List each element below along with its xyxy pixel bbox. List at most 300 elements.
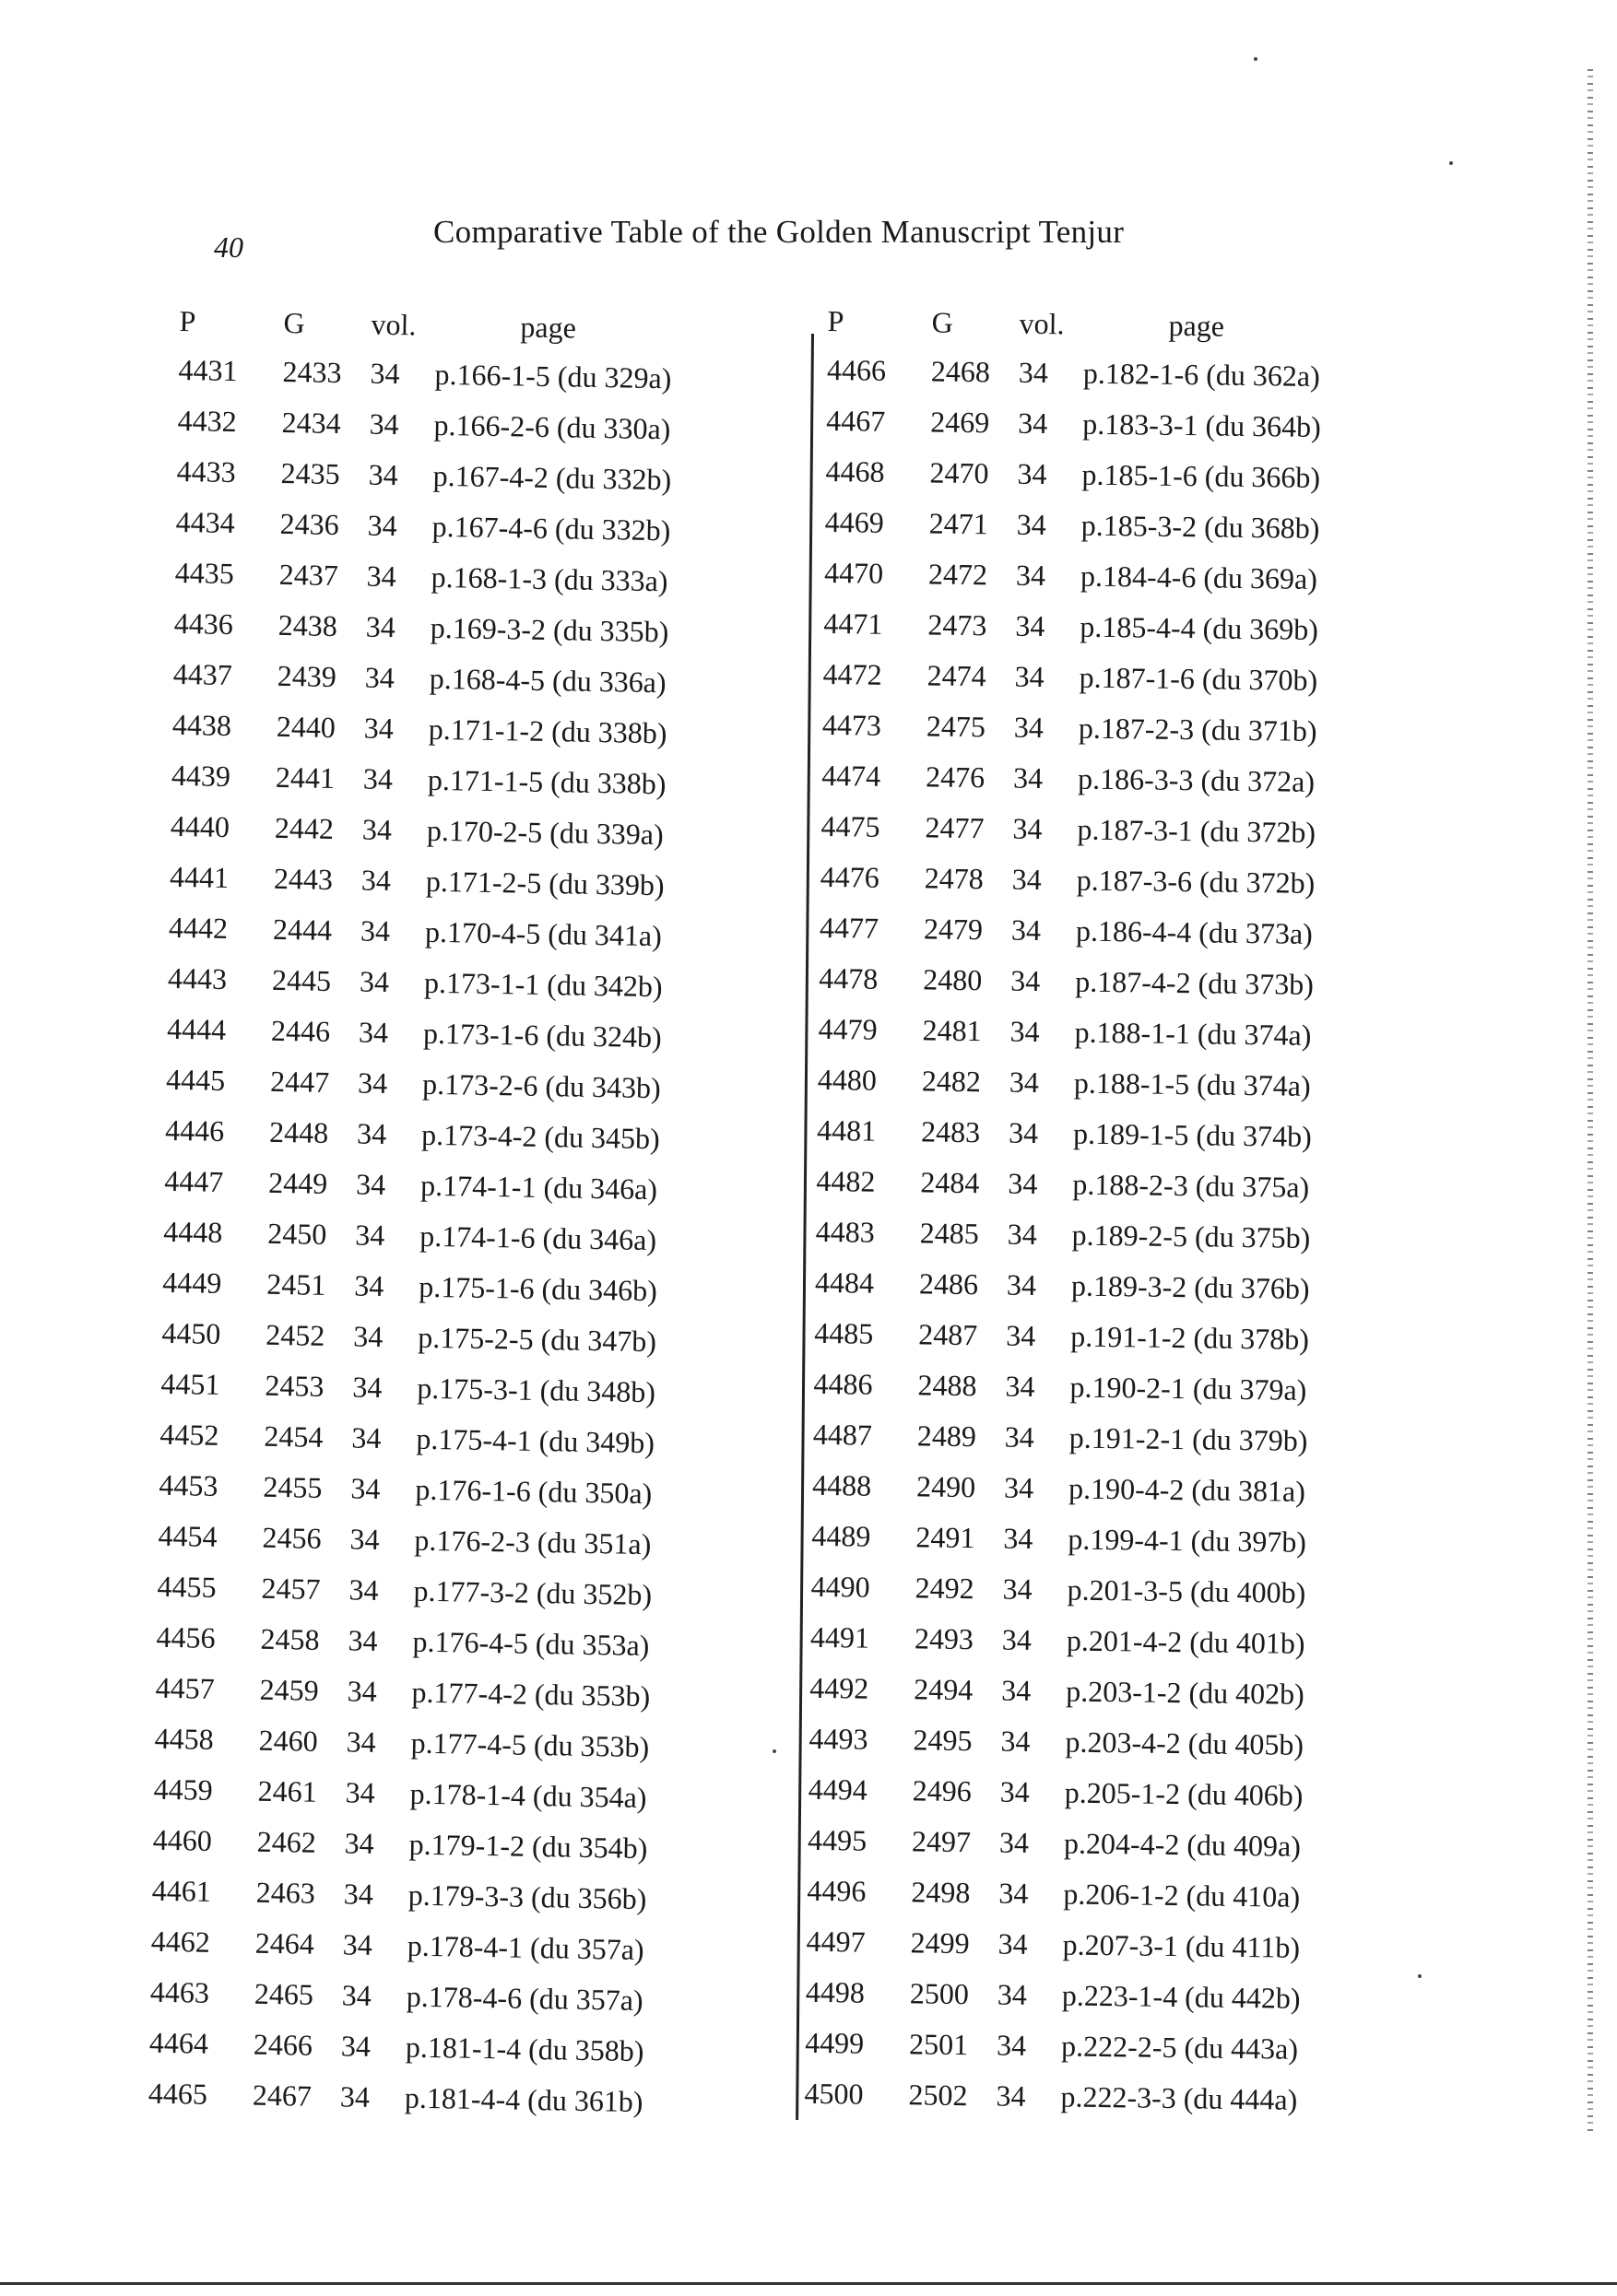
cell-p: 4440	[170, 808, 230, 844]
cell-vol: 34	[356, 1116, 387, 1151]
cell-g: 2442	[274, 810, 335, 845]
cell-page: p.201-3-5 (du 400b)	[1067, 1572, 1306, 1609]
cell-g: 2444	[272, 912, 333, 947]
cell-g: 2502	[908, 2078, 968, 2113]
cell-page: p.185-3-2 (du 368b)	[1080, 508, 1320, 546]
cell-page: p.191-1-2 (du 378b)	[1070, 1319, 1310, 1356]
cell-p: 4438	[171, 707, 232, 743]
cell-g: 2452	[266, 1317, 325, 1352]
cell-page: p.177-3-2 (du 352b)	[413, 1573, 653, 1612]
cell-vol: 34	[342, 1927, 373, 1961]
cell-page: p.187-4-2 (du 373b)	[1075, 964, 1315, 1001]
cell-p: 4468	[825, 453, 885, 489]
cell-p: 4436	[173, 606, 234, 642]
table-row	[822, 700, 1411, 758]
cell-p: 4451	[160, 1366, 220, 1401]
cell-p: 4459	[153, 1772, 214, 1807]
cell-g: 2462	[256, 1824, 317, 1859]
table-row	[813, 1359, 1402, 1417]
cell-vol: 34	[1009, 1014, 1040, 1049]
table-row	[816, 1156, 1405, 1214]
cell-p: 4498	[805, 1974, 866, 2009]
cell-p: 4475	[820, 808, 880, 843]
cell-page: p.185-4-4 (du 369b)	[1080, 609, 1319, 646]
cell-vol: 34	[1008, 1115, 1039, 1150]
cell-p: 4496	[807, 1873, 867, 1908]
cell-g: 2486	[918, 1266, 979, 1301]
cell-vol: 34	[354, 1218, 385, 1253]
cell-vol: 34	[340, 2029, 372, 2063]
cell-p: 4443	[167, 960, 228, 996]
cell-p: 4435	[174, 555, 235, 591]
cell-p: 4432	[177, 403, 237, 439]
cell-g: 2438	[277, 607, 338, 643]
cell-vol: 34	[1009, 1065, 1040, 1100]
header-p: P	[827, 303, 844, 337]
cell-p: 4439	[171, 758, 231, 794]
cell-vol: 34	[1014, 659, 1045, 694]
cell-g: 2468	[930, 354, 991, 389]
cell-p: 4471	[823, 606, 883, 641]
cell-page: p.177-4-2 (du 353b)	[411, 1675, 651, 1713]
table-row	[826, 395, 1415, 453]
cell-page: p.171-2-5 (du 339b)	[425, 864, 665, 902]
cell-g: 2456	[262, 1520, 322, 1555]
cell-vol: 34	[1005, 1369, 1035, 1404]
cell-vol: 34	[1000, 1724, 1031, 1759]
cell-page: p.175-4-1 (du 349b)	[416, 1421, 655, 1460]
cell-g: 2485	[919, 1216, 979, 1251]
cell-g: 2467	[252, 2078, 313, 2113]
table-row	[804, 2068, 1393, 2126]
cell-p: 4457	[155, 1670, 215, 1705]
cell-g: 2460	[258, 1723, 318, 1758]
cell-page: p.170-4-5 (du 341a)	[424, 914, 663, 953]
cell-page: p.183-3-1 (du 364b)	[1081, 406, 1322, 444]
cell-vol: 34	[1011, 862, 1042, 897]
cell-g: 2466	[253, 2027, 313, 2062]
table-row	[808, 1713, 1398, 1772]
table-row	[818, 1004, 1407, 1062]
cell-vol: 34	[1015, 558, 1046, 593]
cell-page: p.176-2-3 (du 351a)	[414, 1523, 652, 1561]
cell-page: p.185-1-6 (du 366b)	[1081, 457, 1321, 495]
cell-g: 2434	[281, 405, 341, 441]
cell-page: p.187-2-3 (du 371b)	[1078, 711, 1317, 748]
cell-p: 4453	[159, 1467, 218, 1502]
table-row	[820, 801, 1410, 859]
cell-page: p.206-1-2 (du 410a)	[1063, 1877, 1301, 1913]
cell-p: 4464	[148, 2025, 209, 2060]
cell-p: 4495	[807, 1822, 868, 1857]
cell-vol: 34	[1003, 1470, 1034, 1505]
cell-p: 4492	[809, 1670, 869, 1705]
cell-g: 2463	[255, 1875, 316, 1910]
cell-p: 4485	[814, 1315, 874, 1350]
cell-p: 4487	[812, 1417, 873, 1452]
cell-g: 2501	[908, 2027, 969, 2062]
cell-vol: 34	[1018, 355, 1049, 390]
table-row	[808, 1815, 1397, 1873]
table-row	[820, 852, 1409, 910]
cell-vol: 34	[369, 406, 399, 442]
scan-speck	[1254, 57, 1257, 61]
cell-g: 2495	[913, 1723, 973, 1758]
cell-p: 4466	[826, 352, 887, 387]
cell-page: p.190-2-1 (du 379a)	[1069, 1370, 1307, 1407]
cell-page: p.171-1-5 (du 338b)	[427, 762, 667, 801]
page-title: Comparative Table of the Golden Manuscript Tenjur	[433, 214, 1125, 250]
cell-page: p.175-2-5 (du 347b)	[418, 1320, 657, 1359]
table-row	[822, 649, 1411, 707]
table-row	[819, 953, 1408, 1011]
cell-p: 4484	[814, 1265, 875, 1300]
cell-g: 2493	[914, 1621, 974, 1656]
cell-vol: 34	[355, 1167, 386, 1202]
cell-vol: 34	[351, 1420, 382, 1454]
cell-page: p.176-4-5 (du 353a)	[412, 1624, 650, 1663]
cell-page: p.188-1-1 (du 374a)	[1074, 1015, 1312, 1052]
cell-vol: 34	[339, 2079, 371, 2113]
cell-p: 4490	[810, 1569, 870, 1604]
cell-g: 2446	[270, 1013, 331, 1048]
cell-g: 2490	[915, 1469, 976, 1504]
table-row	[818, 1054, 1407, 1113]
cell-p: 4469	[824, 504, 885, 539]
cell-vol: 34	[1006, 1318, 1036, 1353]
table-row	[823, 598, 1412, 656]
table-row	[814, 1308, 1403, 1366]
scan-speck	[1449, 161, 1453, 165]
cell-vol: 34	[345, 1775, 376, 1809]
cell-p: 4446	[164, 1113, 225, 1148]
cell-g: 2473	[927, 607, 987, 642]
cell-g: 2494	[914, 1672, 974, 1707]
cell-p: 4448	[162, 1214, 223, 1249]
cell-vol: 34	[997, 1926, 1028, 1960]
cell-page: p.182-1-6 (du 362a)	[1082, 356, 1320, 393]
cell-p: 4481	[816, 1113, 877, 1148]
cell-p: 4474	[820, 758, 881, 793]
cell-page: p.201-4-2 (du 401b)	[1066, 1623, 1305, 1660]
cell-p: 4450	[161, 1315, 221, 1350]
cell-p: 4472	[822, 656, 882, 691]
cell-g: 2478	[924, 861, 984, 896]
cell-p: 4455	[157, 1569, 217, 1604]
cell-page: p.179-3-3 (du 356b)	[407, 1878, 647, 1916]
cell-g: 2471	[928, 506, 989, 541]
left-table	[148, 297, 767, 2129]
cell-page: p.173-1-6 (du 324b)	[422, 1016, 663, 1054]
cell-g: 2498	[911, 1875, 971, 1910]
cell-p: 4463	[149, 1974, 210, 2009]
cell-page: p.190-4-2 (du 381a)	[1068, 1471, 1306, 1508]
cell-page: p.203-4-2 (du 405b)	[1065, 1725, 1304, 1761]
cell-page: p.167-4-6 (du 332b)	[431, 509, 671, 548]
cell-p: 4452	[159, 1417, 219, 1452]
cell-p: 4491	[809, 1619, 870, 1654]
cell-vol: 34	[353, 1268, 384, 1303]
cell-vol: 34	[1010, 963, 1041, 998]
cell-p: 4477	[819, 910, 879, 945]
cell-p: 4458	[154, 1721, 215, 1756]
cell-g: 2474	[927, 658, 986, 693]
header-vol: vol.	[371, 307, 417, 341]
cell-g: 2457	[261, 1571, 321, 1606]
cell-page: p.222-3-3 (du 444a)	[1060, 2079, 1298, 2116]
cell-vol: 34	[360, 913, 391, 948]
cell-p: 4483	[815, 1214, 875, 1249]
cell-p: 4479	[818, 1011, 878, 1046]
cell-g: 2450	[266, 1216, 327, 1251]
cell-p: 4454	[158, 1518, 218, 1553]
cell-vol: 34	[999, 1774, 1031, 1809]
cell-page: p.184-4-6 (du 369a)	[1080, 559, 1318, 595]
cell-vol: 34	[1007, 1217, 1037, 1252]
cell-page: p.178-4-1 (du 357a)	[407, 1928, 644, 1967]
cell-g: 2480	[923, 962, 983, 997]
cell-vol: 34	[363, 711, 395, 746]
cell-g: 2433	[282, 354, 342, 390]
cell-p: 4489	[811, 1518, 871, 1553]
cell-vol: 34	[1012, 760, 1044, 795]
cell-vol: 34	[996, 2028, 1027, 2062]
cell-page: p.189-1-5 (du 374b)	[1072, 1116, 1312, 1153]
cell-vol: 34	[349, 1522, 380, 1556]
cell-g: 2484	[920, 1165, 980, 1200]
cell-p: 4480	[817, 1062, 878, 1097]
cell-g: 2451	[266, 1266, 326, 1301]
cell-page: p.173-2-6 (du 343b)	[421, 1066, 662, 1105]
cell-vol: 34	[347, 1674, 377, 1708]
cell-vol: 34	[370, 356, 400, 391]
cell-p: 4456	[156, 1619, 216, 1654]
cell-page: p.168-1-3 (du 333a)	[431, 559, 668, 598]
cell-page: p.205-1-2 (du 406b)	[1064, 1775, 1304, 1812]
cell-p: 4482	[816, 1163, 876, 1198]
cell-p: 4493	[808, 1721, 868, 1756]
cell-page: p.175-3-1 (du 348b)	[417, 1371, 656, 1409]
table-row	[827, 345, 1416, 403]
cell-vol: 34	[352, 1370, 383, 1405]
cell-g: 2448	[268, 1114, 329, 1149]
cell-vol: 34	[367, 508, 398, 543]
cell-g: 2441	[275, 759, 336, 795]
cell-vol: 34	[357, 1066, 388, 1101]
cell-g: 2479	[923, 912, 984, 947]
scan-bottom-edge	[0, 2282, 1617, 2285]
table-row	[148, 2068, 737, 2129]
cell-vol: 34	[1002, 1572, 1033, 1607]
cell-g: 2482	[921, 1064, 982, 1099]
cell-vol: 34	[350, 1471, 381, 1505]
cell-p: 4465	[148, 2076, 208, 2111]
cell-page: p.170-2-5 (du 339a)	[426, 813, 665, 852]
table-row	[820, 902, 1409, 960]
cell-vol: 34	[1017, 456, 1047, 491]
cell-g: 2453	[265, 1368, 325, 1403]
cell-g: 2477	[925, 810, 985, 845]
cell-vol: 34	[1008, 1166, 1038, 1201]
cell-g: 2445	[271, 962, 332, 997]
cell-g: 2447	[269, 1064, 330, 1099]
cell-vol: 34	[358, 1015, 389, 1050]
cell-vol: 34	[348, 1572, 379, 1607]
table-row	[815, 1207, 1404, 1265]
cell-page: p.171-1-2 (du 338b)	[428, 712, 667, 750]
cell-vol: 34	[998, 1825, 1030, 1859]
cell-page: p.203-1-2 (du 402b)	[1065, 1674, 1305, 1711]
cell-g: 2437	[278, 557, 339, 593]
table-row	[811, 1511, 1400, 1569]
cell-page: p.175-1-6 (du 346b)	[418, 1269, 658, 1308]
header-g: G	[283, 305, 305, 339]
cell-vol: 34	[1016, 507, 1047, 542]
cell-vol: 34	[365, 609, 396, 644]
cell-p: 4467	[826, 403, 886, 438]
cell-page: p.189-2-5 (du 375b)	[1071, 1218, 1311, 1254]
cell-vol: 34	[996, 2078, 1026, 2113]
table-row	[812, 1409, 1401, 1467]
cell-g: 2491	[915, 1520, 975, 1555]
cell-page: p.178-4-6 (du 357a)	[406, 1979, 643, 2018]
scan-speck	[1418, 1974, 1422, 1978]
cell-g: 2465	[254, 1976, 314, 2011]
cell-g: 2499	[910, 1925, 970, 1960]
table-row	[824, 497, 1413, 555]
cell-g: 2470	[929, 455, 989, 490]
cell-page: p.223-1-4 (du 442b)	[1061, 1978, 1301, 2015]
header-p: P	[179, 303, 196, 337]
table-row	[815, 1257, 1404, 1315]
cell-g: 2487	[918, 1317, 978, 1352]
cell-g: 2464	[254, 1925, 315, 1960]
cell-g: 2443	[273, 861, 334, 896]
cell-vol: 34	[1001, 1622, 1033, 1657]
cell-page: p.174-1-6 (du 346a)	[419, 1219, 657, 1257]
cell-page: p.166-2-6 (du 330a)	[433, 407, 671, 446]
cell-vol: 34	[1015, 608, 1045, 643]
cell-g: 2435	[280, 455, 340, 491]
cell-p: 4476	[820, 859, 879, 894]
cell-g: 2492	[915, 1571, 974, 1606]
cell-p: 4447	[163, 1163, 224, 1198]
table-row	[807, 1866, 1396, 1924]
cell-vol: 34	[1017, 406, 1048, 441]
cell-page: p.173-1-1 (du 342b)	[423, 965, 663, 1004]
cell-g: 2481	[922, 1013, 982, 1048]
cell-page: p.222-2-5 (du 443a)	[1060, 2029, 1299, 2066]
cell-vol: 34	[359, 964, 390, 999]
cell-g: 2469	[930, 405, 990, 440]
cell-p: 4486	[813, 1366, 873, 1401]
cell-g: 2472	[927, 557, 988, 592]
cell-p: 4488	[811, 1467, 872, 1502]
table-row	[810, 1612, 1399, 1670]
cell-page: p.186-3-3 (du 372a)	[1077, 761, 1316, 798]
cell-page: p.199-4-1 (du 397b)	[1068, 1522, 1307, 1559]
cell-page: p.168-4-5 (du 336a)	[429, 661, 667, 700]
cell-p: 4461	[151, 1873, 212, 1908]
cell-page: p.186-4-4 (du 373a)	[1075, 913, 1314, 950]
cell-g: 2483	[920, 1114, 981, 1149]
cell-page: p.166-1-5 (du 329a)	[434, 357, 672, 395]
cell-g: 2454	[264, 1419, 324, 1454]
cell-p: 4437	[172, 656, 233, 692]
cell-vol: 34	[361, 812, 393, 847]
cell-vol: 34	[366, 559, 397, 594]
cell-g: 2489	[916, 1419, 977, 1454]
table-row	[808, 1764, 1397, 1822]
cell-g: 2455	[263, 1469, 323, 1504]
cell-g: 2476	[925, 759, 986, 795]
header-page: page	[1168, 308, 1225, 343]
cell-vol: 34	[346, 1725, 376, 1759]
cell-vol: 34	[998, 1876, 1029, 1910]
cell-vol: 34	[343, 1877, 374, 1911]
cell-page: p.191-2-1 (du 379b)	[1068, 1420, 1308, 1457]
cell-p: 4494	[808, 1772, 868, 1807]
cell-vol: 34	[353, 1319, 384, 1354]
cell-page: p.169-3-2 (du 335b)	[430, 610, 669, 649]
cell-vol: 34	[1000, 1673, 1032, 1708]
table-row	[806, 1916, 1395, 1974]
header-vol: vol.	[1019, 306, 1065, 340]
cell-vol: 34	[997, 1977, 1028, 2011]
table-row	[821, 750, 1410, 808]
cell-vol: 34	[364, 660, 395, 695]
cell-g: 2440	[276, 709, 336, 745]
header-g: G	[931, 304, 953, 339]
cell-p: 4460	[152, 1822, 213, 1857]
cell-p: 4470	[823, 555, 884, 590]
cell-vol: 34	[1012, 811, 1043, 846]
right-table	[804, 297, 1416, 2126]
cell-g: 2459	[259, 1672, 319, 1707]
cell-p: 4473	[821, 707, 882, 742]
cell-p: 4499	[804, 2025, 865, 2060]
cell-page: p.188-1-5 (du 374a)	[1073, 1066, 1311, 1102]
cell-page: p.181-4-4 (du 361b)	[404, 2080, 643, 2119]
cell-g: 2496	[912, 1773, 973, 1808]
table-row	[824, 548, 1413, 606]
cell-p: 4444	[166, 1011, 227, 1046]
cell-vol: 34	[348, 1623, 378, 1657]
table-row	[812, 1460, 1401, 1518]
cell-vol: 34	[1004, 1419, 1035, 1454]
table-row	[806, 1967, 1395, 2025]
table-row	[817, 1105, 1406, 1163]
cell-vol: 34	[1003, 1521, 1033, 1556]
cell-p: 4442	[168, 910, 229, 946]
cell-p: 4478	[819, 960, 879, 995]
cell-g: 2475	[926, 709, 986, 744]
cell-g: 2488	[917, 1368, 977, 1403]
table-row	[809, 1663, 1399, 1721]
cell-page: p.179-1-2 (du 354b)	[408, 1827, 648, 1866]
cell-vol: 34	[360, 863, 392, 898]
cell-page: p.187-3-6 (du 372b)	[1076, 863, 1316, 900]
cell-p: 4441	[169, 859, 230, 895]
cell-page: p.187-1-6 (du 370b)	[1079, 660, 1318, 697]
cell-page: p.176-1-6 (du 350a)	[415, 1472, 653, 1511]
cell-g: 2500	[909, 1976, 970, 2011]
cell-p: 4434	[175, 504, 236, 540]
cell-p: 4445	[165, 1062, 226, 1097]
table-row	[810, 1561, 1399, 1619]
scan-edge-texture	[1587, 69, 1593, 2134]
cell-page: p.189-3-2 (du 376b)	[1070, 1268, 1310, 1305]
